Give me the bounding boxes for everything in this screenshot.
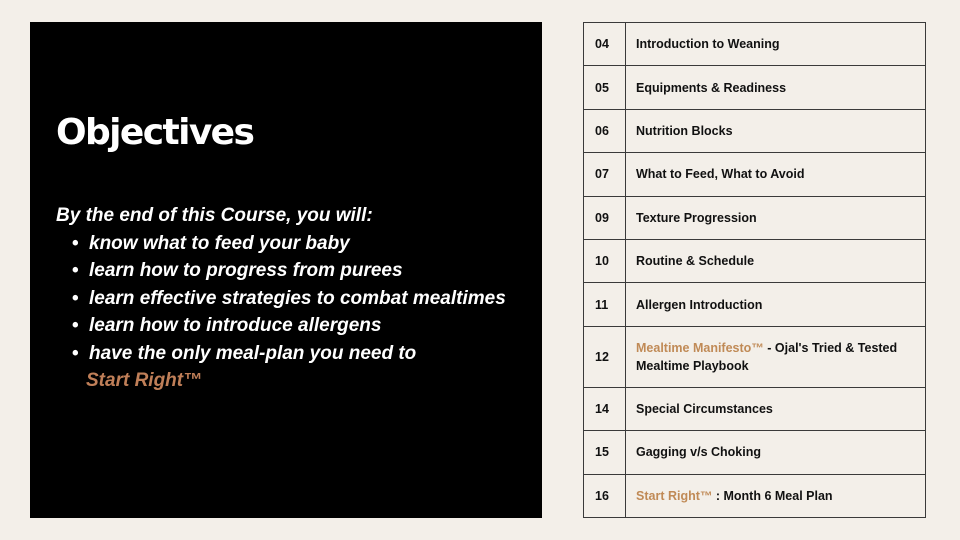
topic-title [626,474,926,517]
objectives-body [56,202,506,395]
topic-title: Allergen Introduction [626,283,926,326]
objective-item: • learn how to introduce allergens [72,312,506,340]
objective-item: • learn effective strategies to combat mealtimes [72,285,506,313]
topic-title: Texture Progression [626,196,926,239]
page-number: 10 [584,239,626,282]
objectives-title: Objectives [56,112,254,153]
objectives-list [72,230,506,368]
topic-title: Routine & Schedule [626,239,926,282]
table-row [584,23,926,66]
page-number: 16 [584,474,626,517]
table-row [584,196,926,239]
page-number: 09 [584,196,626,239]
topic-title: Equipments & Readiness [626,66,926,109]
page-number: 12 [584,326,626,387]
mealtime-manifesto-label: Mealtime Manifesto™ [636,340,764,355]
page-number: 14 [584,387,626,430]
topic-title: What to Feed, What to Avoid [626,153,926,196]
table-row [584,431,926,474]
page-number: 11 [584,283,626,326]
table-row [584,326,926,387]
page-number: 05 [584,66,626,109]
objective-item: • have the only meal-plan you need to [72,340,506,368]
objective-item: • know what to feed your baby [72,230,506,258]
table-row [584,239,926,282]
table-row [584,109,926,152]
page-number: 07 [584,153,626,196]
start-right-label: Start Right™ [86,370,203,391]
page-number: 04 [584,23,626,66]
page-number: 06 [584,109,626,152]
topic-title-rest: - Ojal's Tried & Tested Mealtime Playbook [636,340,898,373]
topic-title: Gagging v/s Choking [626,431,926,474]
table-row [584,283,926,326]
topic-title: Introduction to Weaning [626,23,926,66]
table-row [584,153,926,196]
objective-item: • learn how to progress from purees [72,257,506,285]
table-of-contents [583,22,926,518]
table-row [584,66,926,109]
topic-title: Special Circumstances [626,387,926,430]
page-number: 15 [584,431,626,474]
topic-title [626,326,926,387]
table-row [584,387,926,430]
topic-title-rest: : Month 6 Meal Plan [712,488,833,503]
topic-title: Nutrition Blocks [626,109,926,152]
start-right-label: Start Right™ [636,488,713,503]
table-row [584,474,926,517]
objectives-intro: By the end of this Course, you will: [56,205,373,226]
